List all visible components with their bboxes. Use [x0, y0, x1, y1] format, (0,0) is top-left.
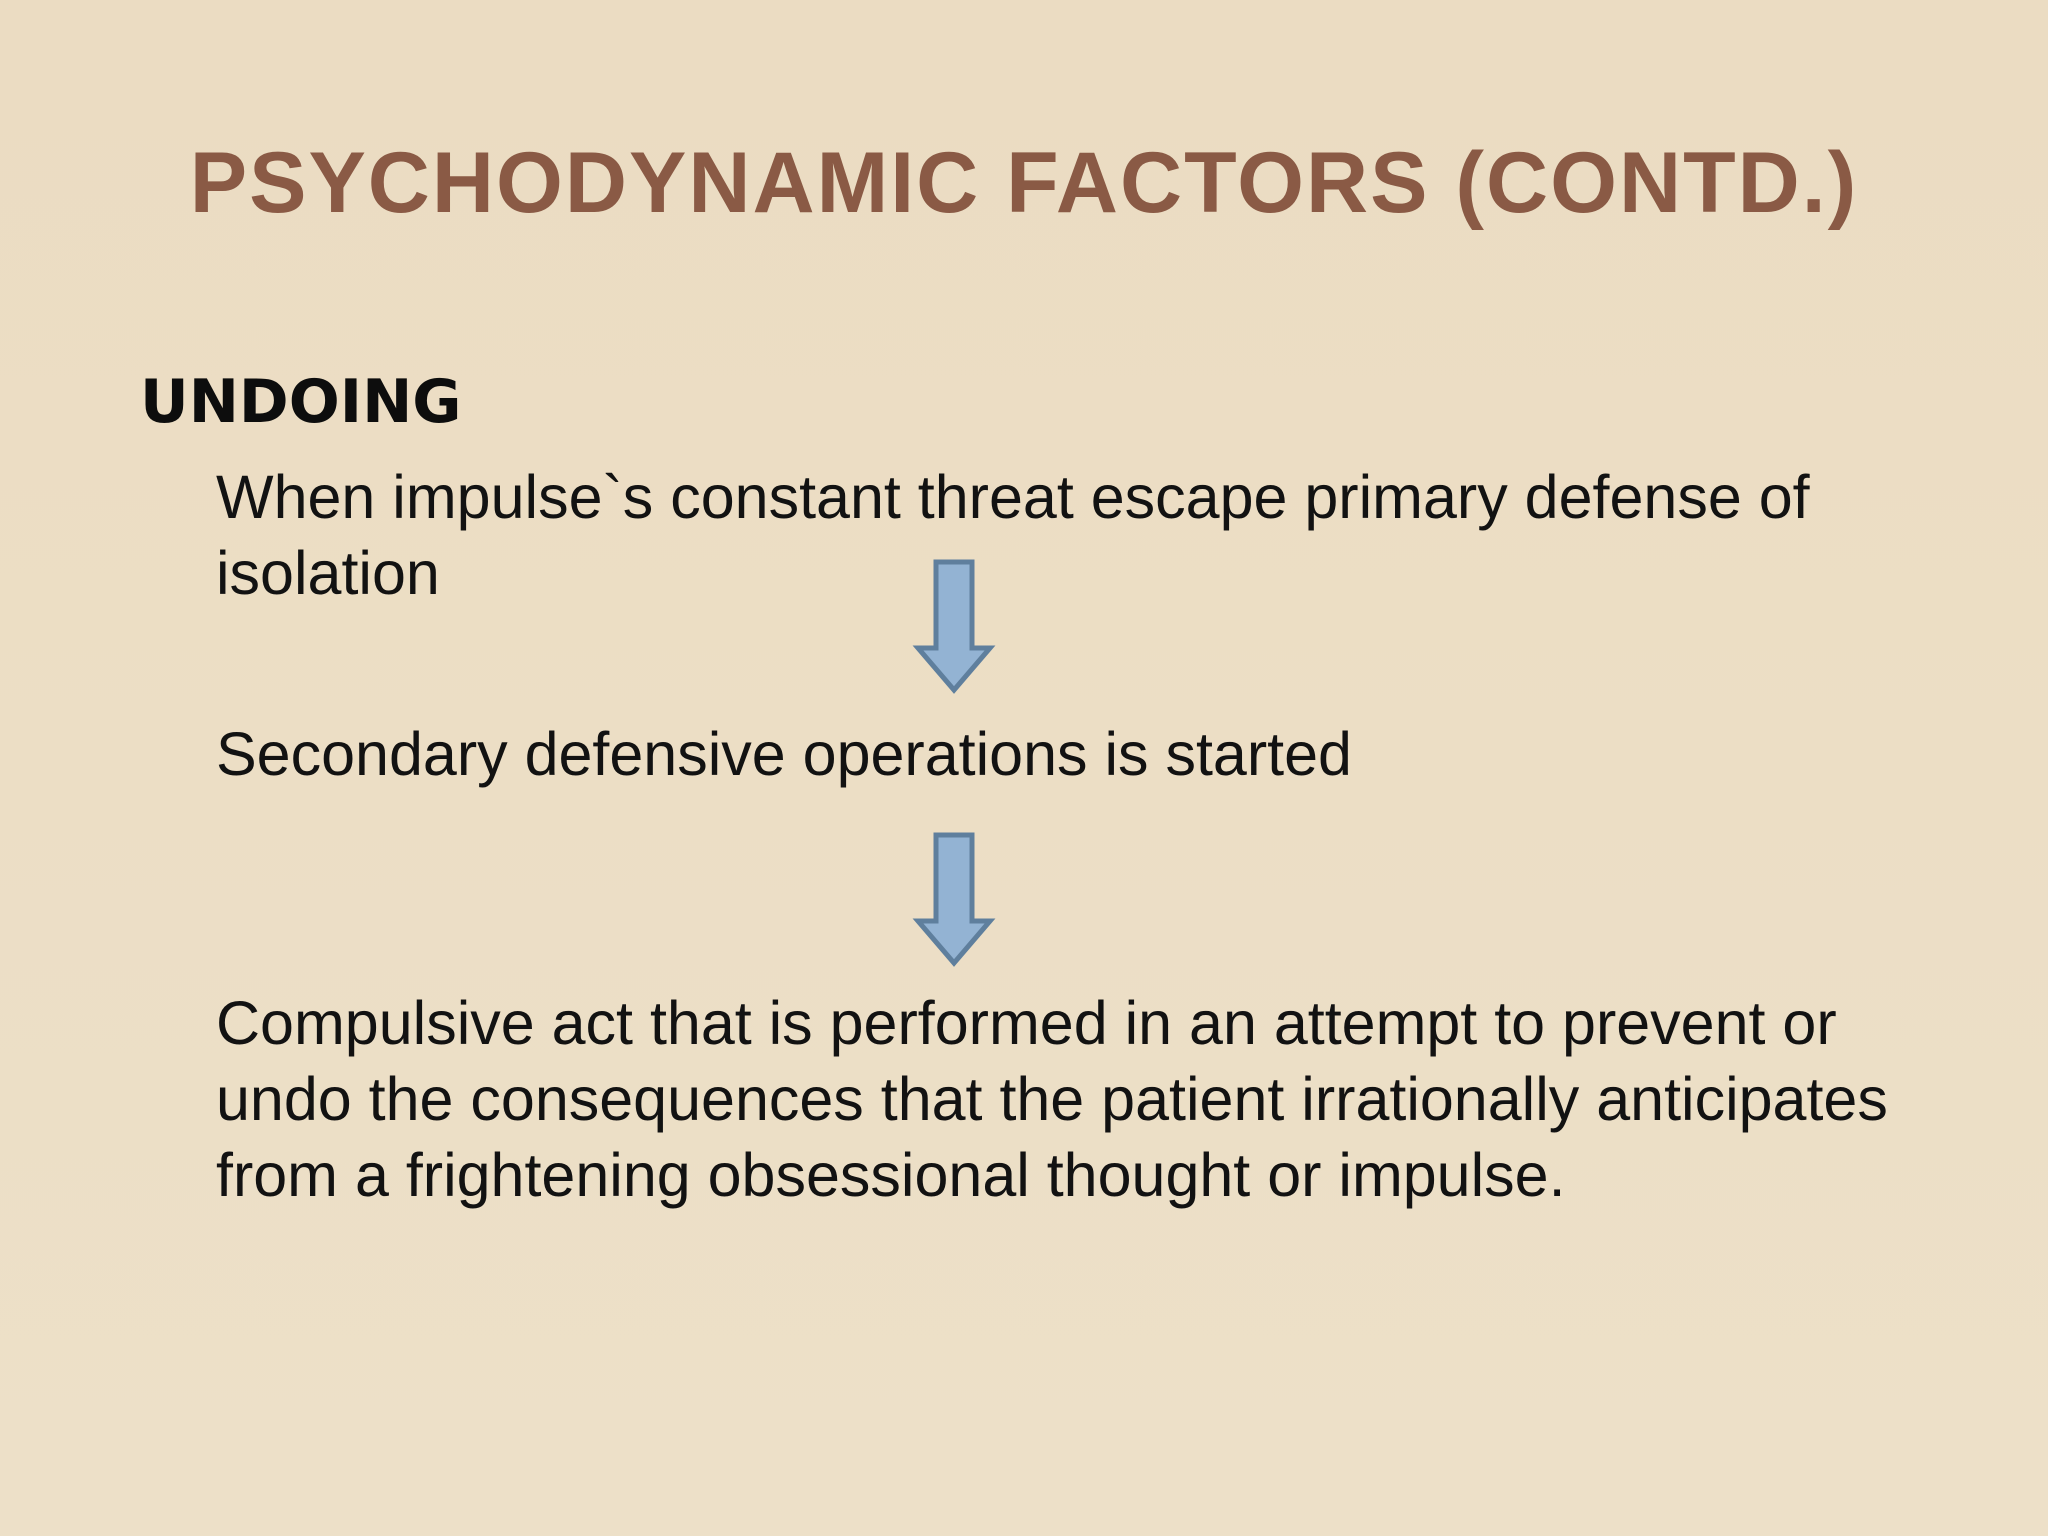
down-arrow-icon	[912, 558, 996, 694]
flow-step-1: When impulse`s constant threat escape primary defense of isolation	[216, 463, 1810, 607]
slide-title: PSYCHODYNAMIC FACTORS (CONTD.)	[189, 135, 1859, 231]
down-arrow-icon	[912, 831, 996, 967]
section-heading: UNDOING	[140, 367, 462, 437]
flow-step-2: Secondary defensive operations is started	[216, 720, 1352, 788]
flow-step-3: Compulsive act that is performed in an attempt to prevent or undo the consequences that the patient irrationally anticipates from a frightening obsessional thought or impulse.	[216, 989, 1888, 1209]
